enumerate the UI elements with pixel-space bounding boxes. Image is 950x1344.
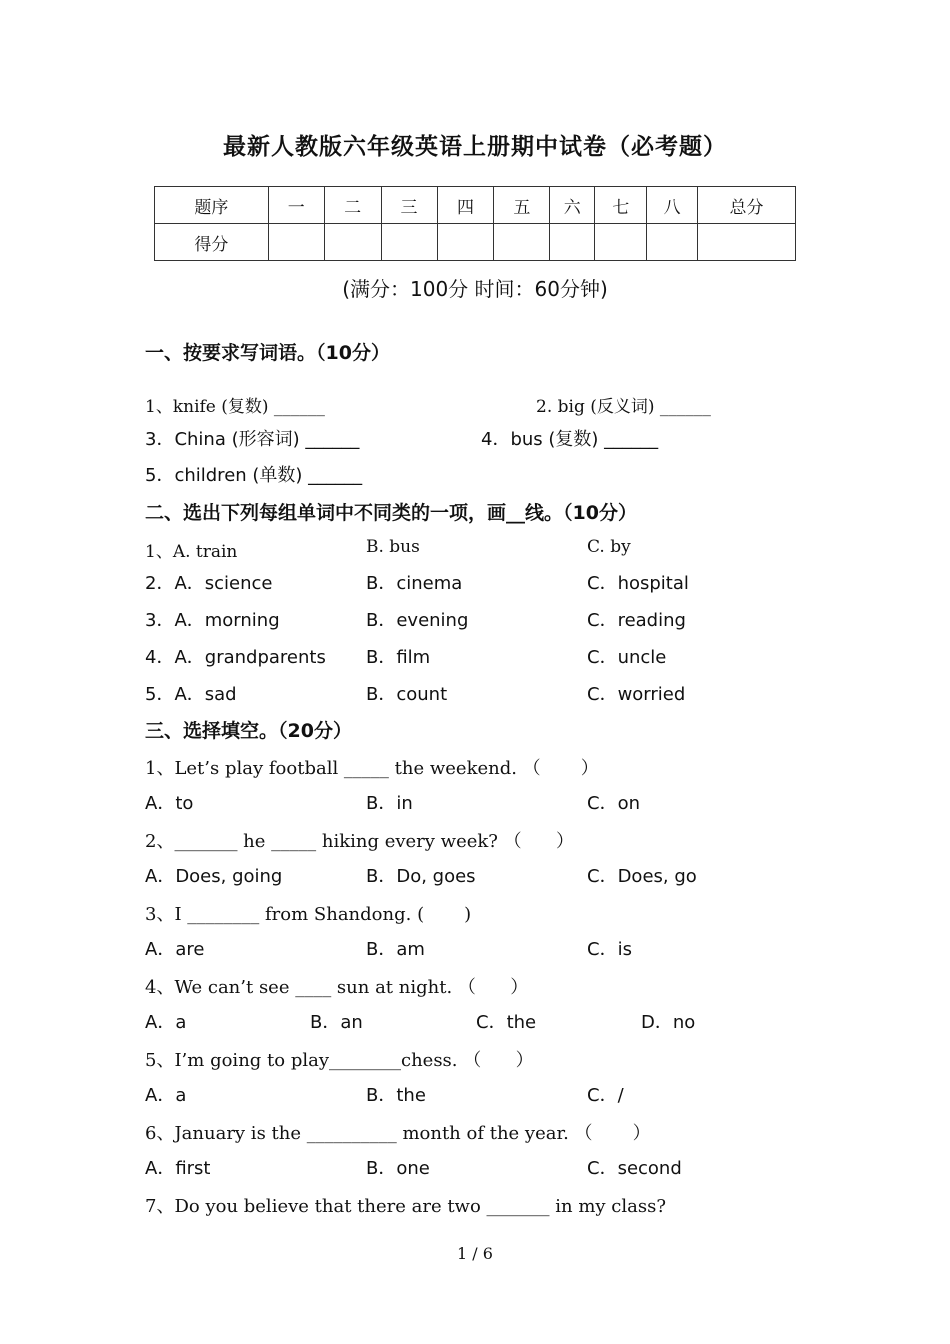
section2-row3-c: C．reading	[587, 610, 686, 631]
section2-row4-c: C．uncle	[587, 647, 667, 668]
score-header-cell: 四	[437, 187, 494, 224]
section2-row4-a: 4．A．grandparents	[145, 647, 326, 668]
question-1-option-c: C．on	[587, 793, 640, 814]
score-cell	[550, 224, 595, 261]
score-table-header-row	[155, 187, 796, 224]
score-header-cell: 五	[494, 187, 550, 224]
section1-item-2: 2. big (反义词) ______	[536, 397, 711, 417]
question-5-option-c: C．/	[587, 1085, 624, 1106]
section2-row1-b: B. bus	[366, 537, 420, 557]
question-4-option-d: D．no	[641, 1012, 696, 1033]
question-3-option-c: C．is	[587, 939, 632, 960]
section2-row4-b: B．film	[366, 647, 431, 668]
score-row-label: 得分	[155, 224, 269, 261]
question-6-stem: 6、January is the __________ month of the year. （ ）	[145, 1123, 651, 1144]
question-7-stem: 7、Do you believe that there are two _______ in my class?	[145, 1196, 666, 1217]
section2-row1-c: C. by	[587, 537, 631, 557]
question-6-option-c: C．second	[587, 1158, 682, 1179]
question-6-option-b: B．one	[366, 1158, 430, 1179]
section2-row5-a: 5．A．sad	[145, 684, 237, 705]
section1-item-4: 4．bus (复数) ______	[481, 429, 659, 450]
score-cell	[595, 224, 647, 261]
question-4-option-a: A．a	[145, 1012, 187, 1033]
question-1-stem: 1、Let’s play football _____ the weekend. （ ）	[145, 758, 599, 779]
question-5-option-b: B．the	[366, 1085, 426, 1106]
section1-item-3: 3．China (形容词) ______	[145, 429, 360, 450]
question-2-stem: 2、_______ he _____ hiking every week? （ ）	[145, 831, 575, 852]
score-header-cell: 八	[647, 187, 698, 224]
section3-heading: 三、选择填空。（20分）	[145, 720, 352, 742]
score-cell	[698, 224, 796, 261]
score-header-cell: 二	[324, 187, 381, 224]
section1-item-5: 5．children (单数) ______	[145, 465, 363, 486]
exam-title: 最新人教版六年级英语上册期中试卷（必考题）	[223, 134, 727, 160]
section1-heading: 一、按要求写词语。（10分）	[145, 342, 390, 364]
question-3-option-b: B．am	[366, 939, 425, 960]
question-5-stem: 5、I’m going to play________chess. （ ）	[145, 1050, 534, 1071]
section2-row5-b: B．count	[366, 684, 448, 705]
section2-row2-b: B．cinema	[366, 573, 463, 594]
question-1-option-b: B．in	[366, 793, 413, 814]
score-header-cell: 一	[268, 187, 324, 224]
question-3-option-a: A．are	[145, 939, 205, 960]
section2-heading: 二、选出下列每组单词中不同类的一项，画__线。（10分）	[145, 502, 637, 524]
question-1-option-a: A．to	[145, 793, 194, 814]
score-cell	[494, 224, 550, 261]
question-2-option-c: C．Does, go	[587, 866, 697, 887]
score-cell	[437, 224, 494, 261]
section2-row2-c: C．hospital	[587, 573, 689, 594]
score-header-cell: 三	[381, 187, 437, 224]
score-table-score-row	[155, 224, 796, 261]
question-4-option-b: B．an	[310, 1012, 363, 1033]
score-header-cell: 总分	[698, 187, 796, 224]
question-2-option-b: B．Do, goes	[366, 866, 476, 887]
score-table	[154, 186, 796, 261]
score-header-cell: 六	[550, 187, 595, 224]
score-cell	[381, 224, 437, 261]
question-3-stem: 3、I ________ from Shandong. ( )	[145, 904, 472, 925]
score-cell	[647, 224, 698, 261]
section2-row2-a: 2．A．science	[145, 573, 273, 594]
section2-row1-a: 1、A. train	[145, 542, 238, 562]
score-header-cell: 题序	[155, 187, 269, 224]
section2-row3-a: 3．A．morning	[145, 610, 280, 631]
score-header-cell: 七	[595, 187, 647, 224]
page-number: 1 / 6	[457, 1244, 493, 1263]
section1-item-1: 1、knife (复数) ______	[145, 397, 325, 417]
section2-row5-c: C．worried	[587, 684, 686, 705]
question-2-option-a: A．Does, going	[145, 866, 283, 887]
question-4-stem: 4、We can’t see ____ sun at night. （ ）	[145, 977, 529, 998]
section2-row3-b: B．evening	[366, 610, 469, 631]
question-5-option-a: A．a	[145, 1085, 187, 1106]
score-cell	[324, 224, 381, 261]
question-6-option-a: A．first	[145, 1158, 211, 1179]
question-4-option-c: C．the	[476, 1012, 537, 1033]
score-cell	[268, 224, 324, 261]
exam-meta: (满分：100分 时间：60分钟)	[342, 277, 608, 301]
